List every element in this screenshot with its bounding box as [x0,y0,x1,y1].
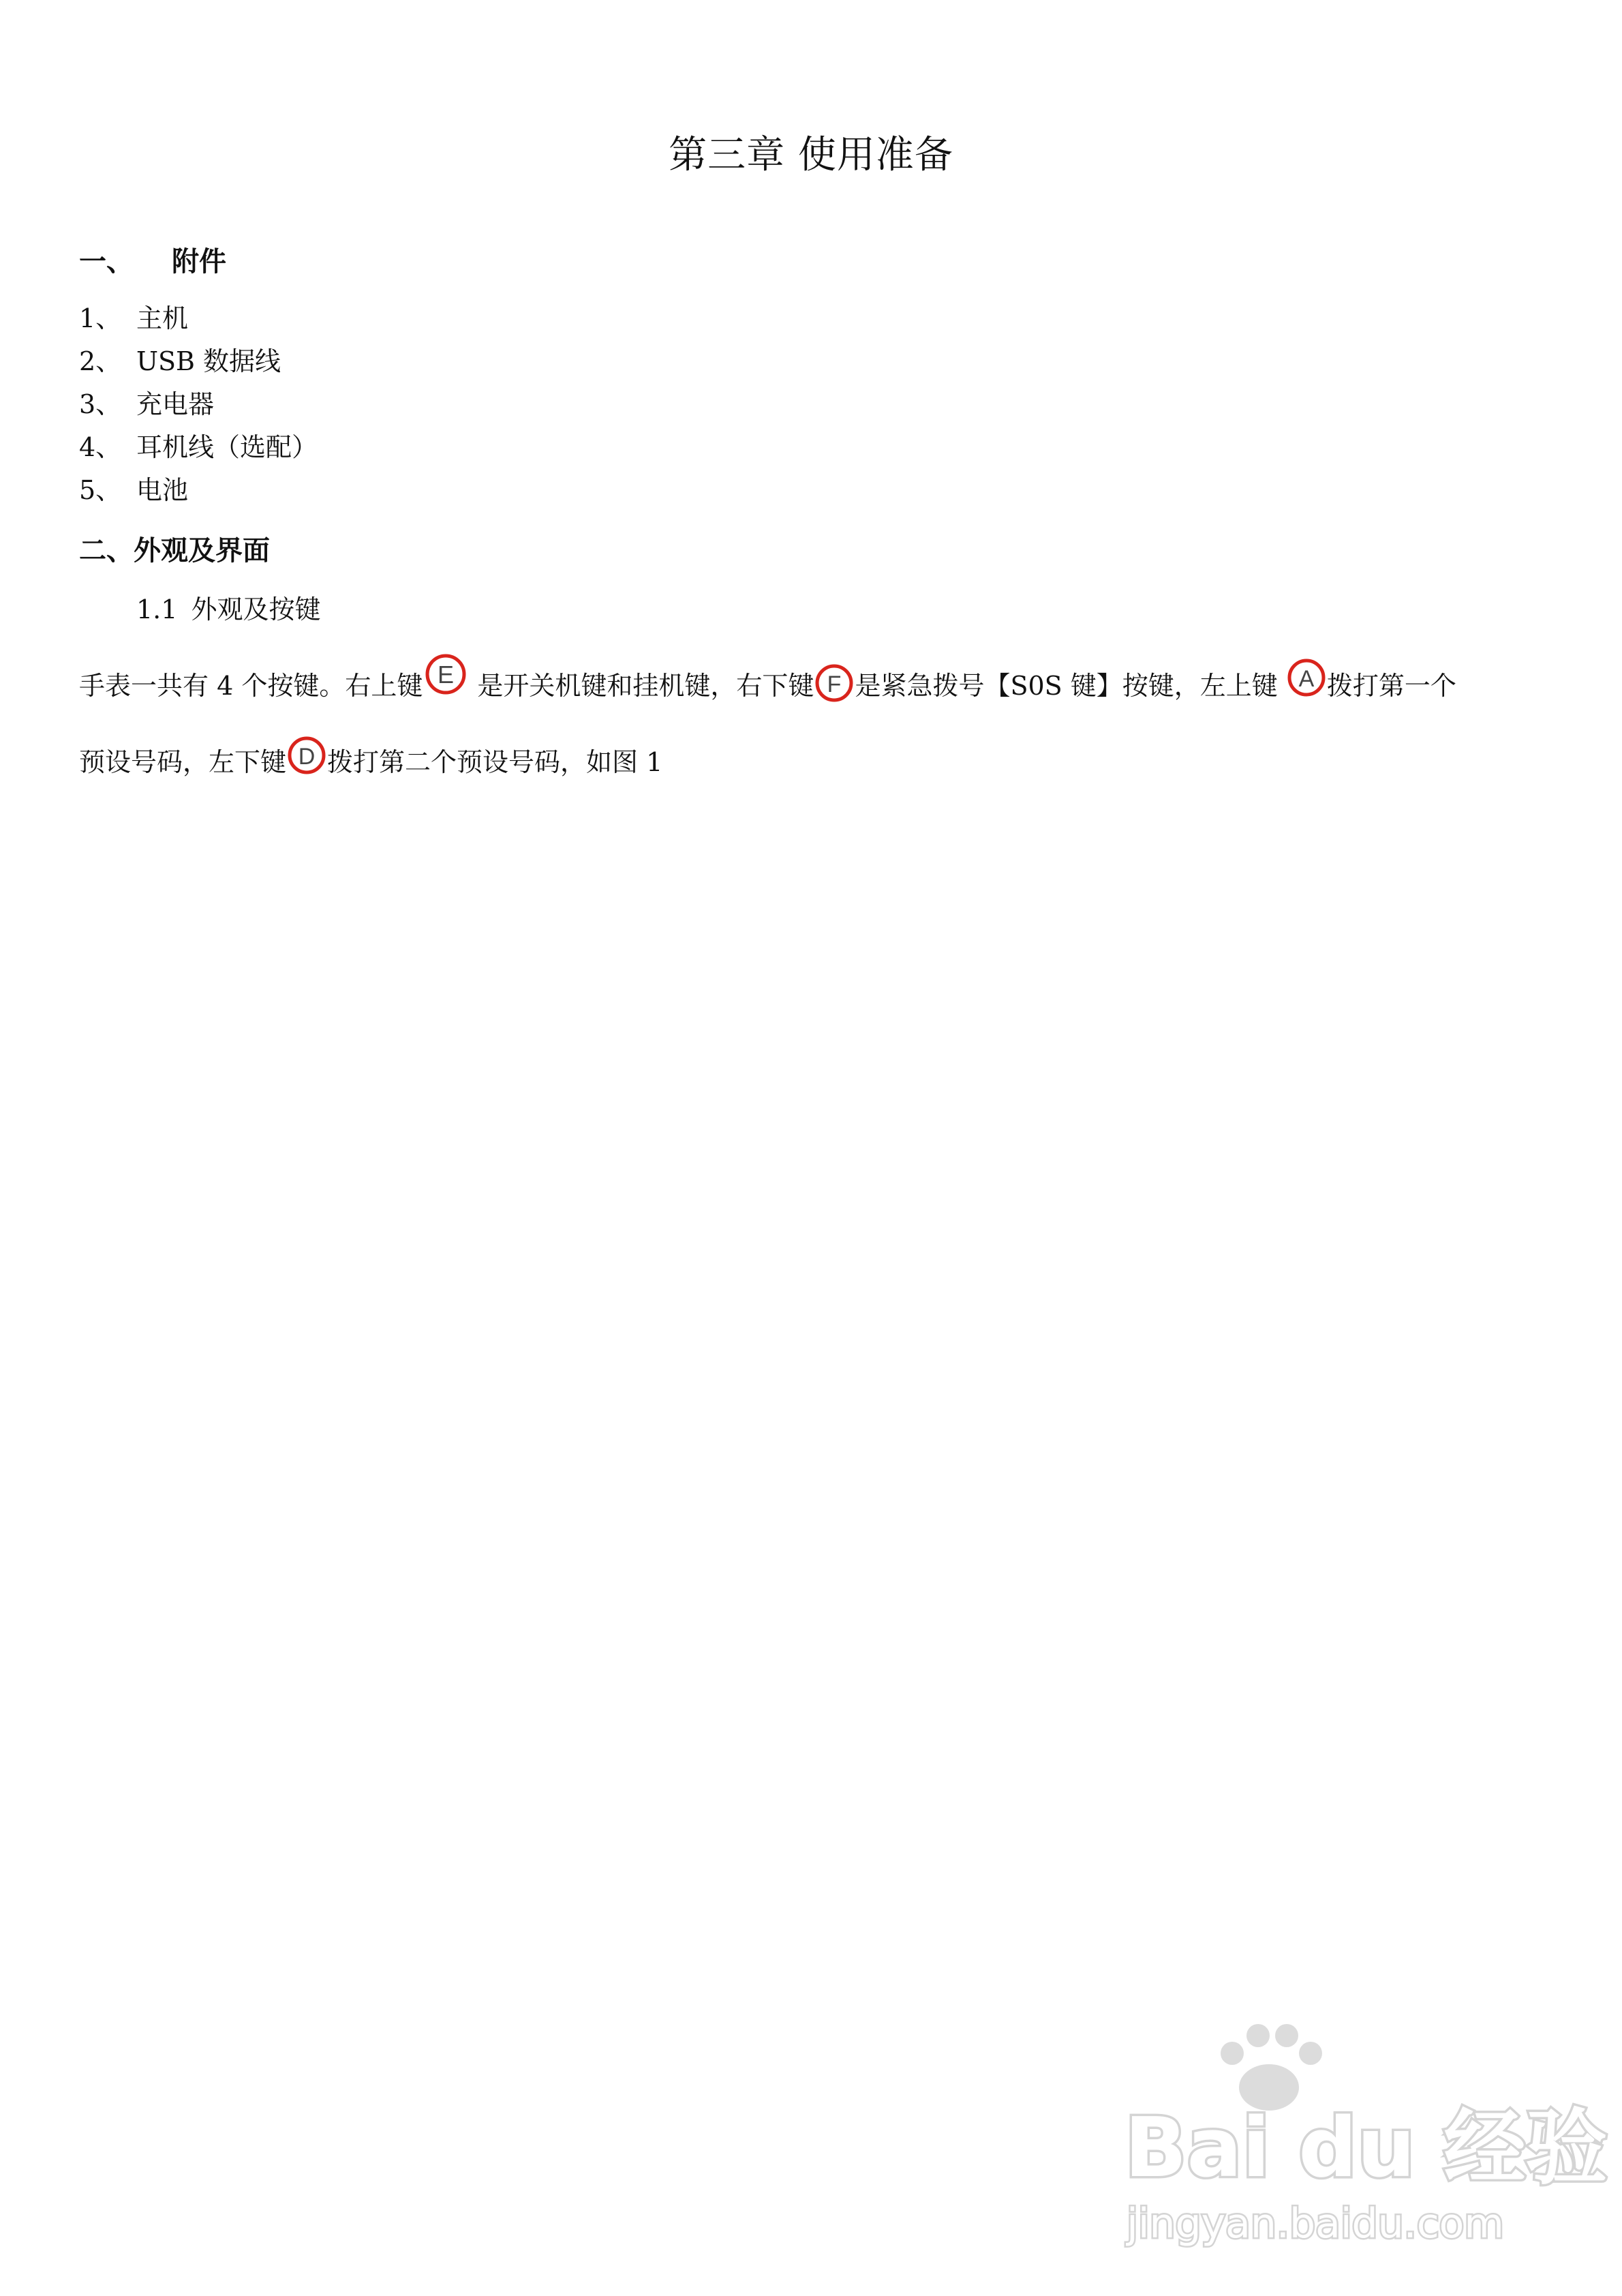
watermark-url: jingyan.baidu.com [1127,2200,1504,2248]
key-a-icon [1286,657,1327,698]
item-text: 主机 [136,303,189,333]
paragraph-line-2 [79,743,662,784]
chapter-title: 第三章 使用准备 [669,133,953,177]
item-number: 1、 [79,303,122,333]
paragraph-text: 手表一共有 4 个按键。右上键 [79,671,423,701]
accessory-list [79,297,318,512]
list-item [79,426,318,469]
key-a-letter: A [1298,666,1315,692]
list-item [79,469,318,512]
paragraph-text: 拨打第二个预设号码，如图 1 [327,747,663,777]
item-number: 5、 [79,475,122,505]
item-text: USB 数据线 [136,346,281,376]
paragraph-text: 拨打第一个 [1326,671,1456,701]
watermark-brand: Bai du 经验 [1124,2101,1608,2196]
baidu-jingyan-watermark-logo [1111,2006,1608,2251]
list-item [79,297,318,340]
key-d-icon [286,735,327,776]
list-item [79,383,318,426]
subsection-number: 1.1 [136,594,178,624]
paragraph-line-1 [79,661,1456,712]
subsection-heading [136,590,320,629]
section-heading-appearance: 二、外观及界面 [79,535,270,567]
paw-icon [1221,2024,1322,2111]
key-d-letter: D [298,744,316,770]
item-text: 电池 [136,475,189,505]
item-number: 4、 [79,432,122,462]
key-f-icon [814,663,855,704]
item-text: 充电器 [136,389,215,419]
item-number: 3、 [79,389,122,419]
item-text: 耳机线（选配） [136,432,318,462]
item-number: 2、 [79,346,122,376]
list-item [79,340,318,383]
paragraph-text: 是开关机键和挂机键，右下键 [469,671,814,701]
paragraph-text: 是紧急拨号【S0S 键】按键，左上键 [855,671,1286,701]
paragraph-text: 预设号码，左下键 [79,747,287,777]
section-number: 一、 [79,246,134,277]
subsection-title: 外观及按键 [191,594,321,624]
section-title: 附件 [172,246,226,277]
section-heading-accessories [79,243,226,281]
key-e-icon [423,652,469,697]
key-f-letter: F [827,671,842,697]
key-e-letter: E [438,661,455,689]
